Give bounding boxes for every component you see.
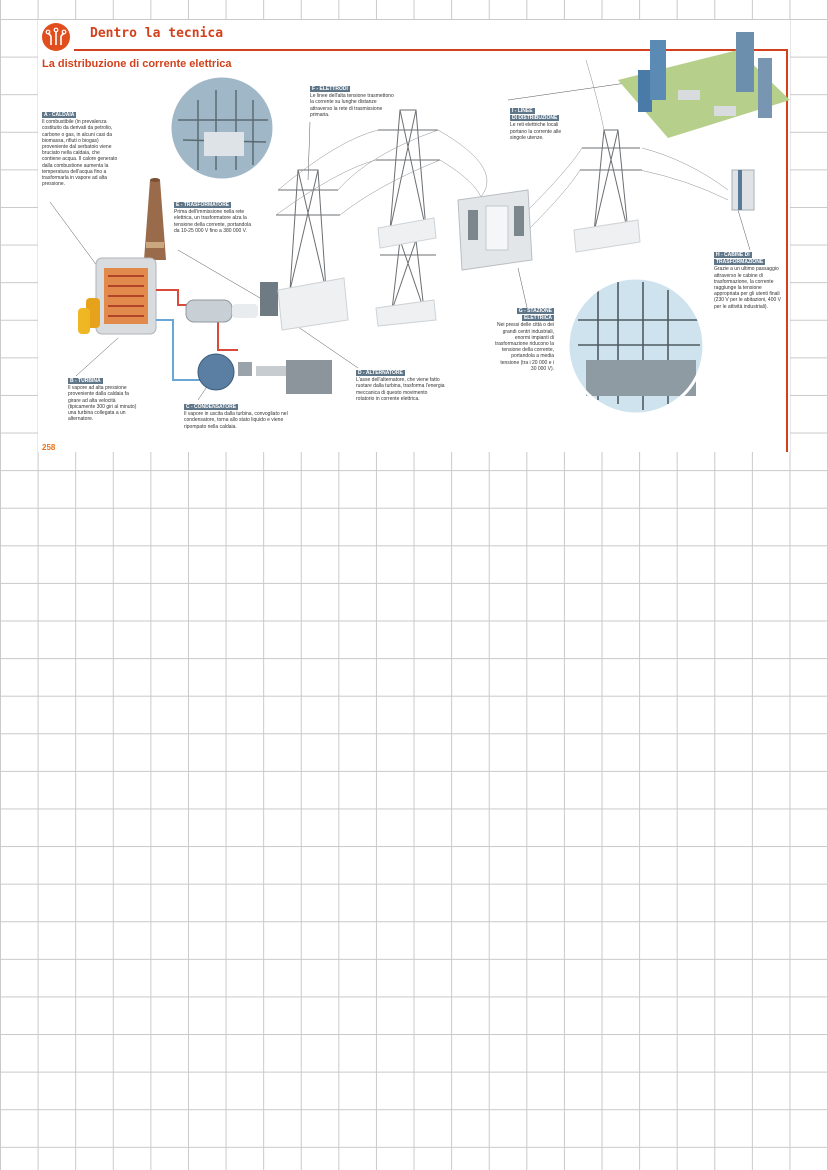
- textbook-page: [38, 20, 790, 452]
- substation: [458, 190, 532, 270]
- label-elettrodi: [310, 86, 398, 118]
- section-title: Dentro la tecnica: [90, 26, 224, 41]
- label-cabine: [714, 252, 786, 310]
- label-elettrodi-tag: F - ELETTRODI: [312, 86, 348, 92]
- boiler: [78, 258, 156, 334]
- label-turbina-tag: B - TURBINA: [70, 378, 101, 384]
- label-alternatore-text: L'asse dell'alternatore, che viene fatto ruotare dalla turbina, trasforma l'energia meccanica di questo movimento rotatorio in corrente elettrica.: [356, 377, 445, 402]
- label-condensatore: [184, 404, 288, 430]
- label-turbina: [68, 378, 142, 422]
- label-stazione-text: Nei pressi delle città o dei grandi centri industriali, enormi impianti di trasformazione riducono la tensione della corrente, portandola a media tensione (tra i 20 000 e i 30 000 V).: [495, 322, 554, 372]
- label-cabine-text: Grazie a un ultimo passaggio attraverso le cabine di trasformazione, la corrente raggiunge la tensione appropriata per gli utenti finali (230 V per le abitazioni, 400 V per le attività industriali).: [714, 266, 781, 310]
- label-caldaia-tag: A - CALDAIA: [44, 112, 75, 118]
- label-linee-text: Le reti elettriche locali portano la corrente alle singole utenze.: [510, 122, 562, 141]
- label-linee-tag-2: DI DISTRIBUZIONE: [512, 115, 558, 122]
- label-trasformatore-text: Prima dell'immissione nella rete elettrica, un trasformatore alza la tensione della corrente, portandola da 10-25 000 V fino a 380 000 V.: [174, 209, 251, 234]
- chimney: [144, 178, 166, 260]
- label-alternatore-tag: D - ALTERNATORE: [358, 370, 403, 376]
- turbine: [186, 300, 258, 322]
- label-linee: [510, 108, 570, 141]
- label-condensatore-tag: C - CONDENSATORE: [186, 404, 237, 410]
- label-stazione-tag-2: ELETTRICA: [523, 315, 552, 322]
- label-trasformatore-tag: E - TRASFORMATORE: [176, 202, 230, 208]
- label-turbina-text: Il vapore ad alta pressione proveniente dalla caldaia fa girare ad alta velocità (tipicamente 300 giri al minuto) una turbina collegata a un alternatore.: [68, 385, 137, 423]
- transformer-cabin: [732, 170, 754, 210]
- label-elettrodi-text: Le linee dell'alta tensione trasmettono la corrente su lunghe distanze attraverso la rete di trasmissione primaria.: [310, 93, 394, 118]
- label-cabine-tag-1: H - CABINE DI: [716, 252, 750, 258]
- label-trasformatore: [174, 202, 256, 234]
- label-caldaia-text: Il combustibile (in prevalenza costituito da derivati da petrolio, carbone o gas, in alcuni casi da biomassa, rifiuti o biogas) proveniente dal serbatoio viene bruciato nella caldaia, che contiene acqua. Il calore generato dalla combustione aumenta la temperatura dell'acqua fino a trasformarla in vapore ad alta pressione.: [42, 119, 118, 188]
- label-condensatore-text: Il vapore in uscita dalla turbina, convogliato nel condensatore, torna allo stato liquido e viene ripompato nella caldaia.: [184, 411, 288, 430]
- city: [618, 32, 790, 138]
- label-alternatore: [356, 370, 446, 402]
- label-linee-tag-1: I - LINEE: [512, 108, 533, 114]
- label-cabine-tag-2: TRASFORMAZIONE: [716, 259, 764, 266]
- substation-photo: [568, 278, 704, 414]
- label-stazione-tag-1: G - STAZIONE: [518, 308, 552, 314]
- page-number: 258: [42, 443, 56, 452]
- condenser: [198, 354, 332, 394]
- page-title: La distribuzione di corrente elettrica: [42, 58, 232, 70]
- step-up-transformer: [260, 282, 278, 316]
- transformer-photo: [170, 76, 274, 180]
- label-caldaia: [42, 112, 120, 187]
- label-stazione-elettrica: [494, 308, 554, 372]
